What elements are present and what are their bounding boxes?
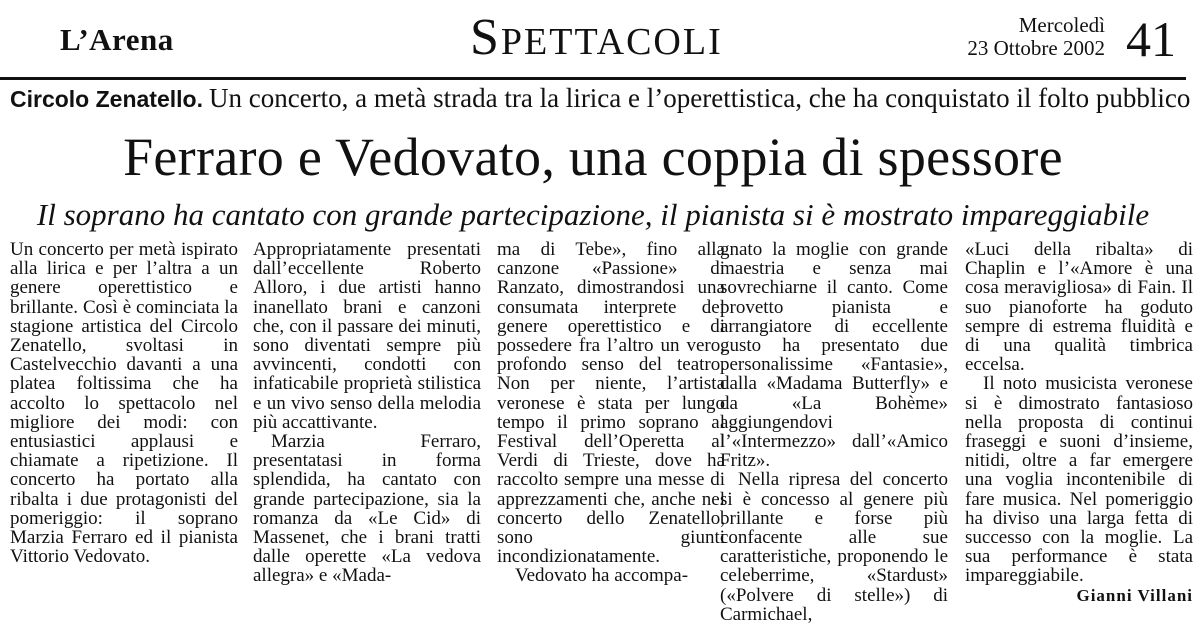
author-signature: Gianni Villani xyxy=(1076,585,1193,605)
kicker-text: Un concerto, a metà strada tra la lirica e l’operettistica, che ha conquistato il folto pubblico xyxy=(208,83,1191,113)
article-body xyxy=(10,239,1193,625)
article-column-5 xyxy=(965,239,1193,605)
publication-full-date: 23 Ottobre 2002 xyxy=(967,36,1105,60)
publication-day: Mercoledì xyxy=(1018,13,1105,37)
publication-date xyxy=(935,14,1105,60)
paragraph: Un concerto per metà ispirato alla lirica e per l’altra a un genere operettistico e brillante. Così è cominciata la stagione artistica del Circolo Zenatello, svoltasi in Castelvecchio davanti a una platea foltissima che ha accolto lo spettacolo nel migliore dei modi: con entusiastici applausi e chiamate a ripetizione. Il concerto ha portato alla ribalta i due protagonisti del pomeriggio: il soprano Marzia Ferraro ed il pianista Vittorio Vedovato. xyxy=(10,239,238,568)
subheadline: Il soprano ha cantato con grande partecipazione, il pianista si è mostrato impareggiabile xyxy=(36,197,1150,232)
article-column-2 xyxy=(253,239,481,587)
paragraph: gnato la moglie con grande maestria e senza mai sovrechiarne il canto. Come provetto pianista e arrangiatore di eccellente gusto ha presentato due personalissime «Fantasie», dalla «Madama Butterfly» e da «La Bohème» aggiungendovi l’«Intermezzo» dall’«Amico Fritz». xyxy=(720,239,948,472)
section-title-initial: S xyxy=(470,9,501,66)
kicker xyxy=(10,83,1191,114)
paragraph: Vedovato ha accompa- xyxy=(515,565,689,587)
article-column-1 xyxy=(10,240,238,569)
article-column-3 xyxy=(497,239,725,587)
kicker-lead: Circolo Zenatello. xyxy=(10,86,203,112)
paragraph: ma di Tebe», fino alla canzone «Passione» di Ranzato, dimostrandosi una consumata interprete del genere operettistico e di possedere fra l’altro un vero, profondo senso del teatro. Non per niente, l’artista veronese è stata per lungo tempo il primo soprano al Festival dell’Operetta al Verdi di Trieste, dove ha raccolto sempre una messe di apprezzamenti che, anche nel concerto dello Zenatello, sono giunti incondizionatamente. xyxy=(497,239,725,568)
paragraph: Appropriatamente presentati dall’eccellente Roberto Alloro, i due artisti hanno inanellato brani e canzoni che, con il passare dei minuti, sono diventati sempre più avvincenti, condotti con infaticabile proprietà stilistica e un vivo senso della melodia più accattivante. xyxy=(253,239,481,433)
page-number: 41 xyxy=(1126,11,1176,67)
section-title-rest: PETTACOLI xyxy=(500,21,723,63)
article-column-4 xyxy=(720,239,948,625)
headline: Ferraro e Vedovato, una coppia di spessore xyxy=(123,127,1063,187)
paragraph: «Luci della ribalta» di Chaplin e l’«Amore è una cosa meravigliosa» di Fain. Il suo pianoforte ha goduto sempre di estrema fluidità e di una qualità timbrica eccelsa. xyxy=(965,239,1193,376)
section-title xyxy=(470,8,723,67)
newspaper-name: L’Arena xyxy=(60,22,174,57)
paragraph: Marzia Ferraro, presentatasi in forma splendida, ha cantato con grande partecipazione, sia la romanza da «Le Cid» di Massenet, che i brani tratti dalle operette «La vedova allegra» e «Mada- xyxy=(253,431,481,587)
masthead xyxy=(0,0,1186,78)
paragraph: Nella ripresa del concerto si è concesso al genere più brillante e forse più confacente alle sue caratteristiche, proponendo le celeberrime, «Stardust» («Polvere di stelle») di Carmichael, xyxy=(720,469,948,625)
paragraph: Il noto musicista veronese si è dimostrato fantasioso nella proposta di continui fraseggi e suoni d’insieme, nitidi, oltre a far emergere una voglia incontenibile di fare musica. Nel pomeriggio ha diviso una larga fetta di successo con la moglie. La sua performance è stata impareggiabile. xyxy=(965,373,1193,587)
masthead-rule xyxy=(0,77,1186,80)
